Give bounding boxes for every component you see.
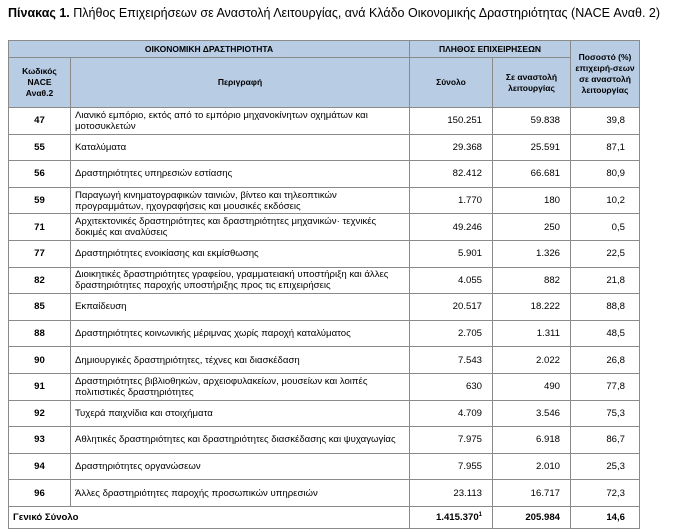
data-table	[8, 40, 640, 529]
cell-suspended: 180	[493, 187, 571, 214]
cell-pct: 26,8	[571, 347, 640, 374]
cell-description: Άλλες δραστηριότητες παροχής προσωπικών υπηρεσιών	[71, 480, 410, 507]
cell-pct: 72,3	[571, 480, 640, 507]
cell-suspended: 3.546	[493, 400, 571, 427]
header-businesses: ΠΛΗΘΟΣ ΕΠΙΧΕΙΡΗΣΕΩΝ	[410, 41, 571, 58]
cell-code: 96	[9, 480, 71, 507]
cell-description: Δραστηριότητες οργανώσεων	[71, 453, 410, 480]
table-row	[9, 427, 640, 454]
cell-pct: 80,9	[571, 161, 640, 188]
cell-suspended: 18.222	[493, 294, 571, 321]
table-row	[9, 161, 640, 188]
cell-code: 91	[9, 373, 71, 400]
cell-description: Διοικητικές δραστηριότητες γραφείου, γραμματειακή υποστήριξη και άλλες δραστηριότητες παροχής υποστήριξης προς τις επιχειρήσεις	[71, 267, 410, 294]
cell-code: 82	[9, 267, 71, 294]
cell-suspended: 66.681	[493, 161, 571, 188]
cell-total: 5.901	[410, 240, 493, 267]
header-row-sub	[9, 58, 640, 108]
cell-pct: 25,3	[571, 453, 640, 480]
table-row	[9, 453, 640, 480]
cell-total: 150.251	[410, 108, 493, 135]
cell-total: 23.113	[410, 480, 493, 507]
table-row	[9, 480, 640, 507]
cell-suspended: 882	[493, 267, 571, 294]
cell-suspended: 16.717	[493, 480, 571, 507]
table-row	[9, 347, 640, 374]
cell-description: Εκπαίδευση	[71, 294, 410, 321]
cell-code: 88	[9, 320, 71, 347]
cell-suspended: 490	[493, 373, 571, 400]
cell-code: 92	[9, 400, 71, 427]
cell-code: 47	[9, 108, 71, 135]
table-row	[9, 294, 640, 321]
cell-description: Δημιουργικές δραστηριότητες, τέχνες και διασκέδαση	[71, 347, 410, 374]
table-title-text: Πλήθος Επιχειρήσεων σε Αναστολή Λειτουργίας, ανά Κλάδο Οικονομικής Δραστηριότητας (NACE Αναθ. 2)	[73, 6, 661, 20]
cell-code: 71	[9, 214, 71, 241]
grand-total-number: 1.415.370	[435, 511, 479, 523]
table-row	[9, 134, 640, 161]
cell-suspended: 1.326	[493, 240, 571, 267]
table-row	[9, 373, 640, 400]
cell-total: 630	[410, 373, 493, 400]
cell-pct: 77,8	[571, 373, 640, 400]
cell-description: Λιανικό εμπόριο, εκτός από το εμπόριο μηχανοκίνητων οχημάτων και μοτοσυκλετών	[71, 108, 410, 135]
cell-code: 55	[9, 134, 71, 161]
table-row	[9, 240, 640, 267]
cell-total: 7.955	[410, 453, 493, 480]
cell-total: 29.368	[410, 134, 493, 161]
header-activity: ΟΙΚΟΝΟΜΙΚΗ ΔΡΑΣΤΗΡΙΟΤΗΤΑ	[9, 41, 410, 58]
cell-code: 56	[9, 161, 71, 188]
cell-pct: 88,8	[571, 294, 640, 321]
cell-code: 90	[9, 347, 71, 374]
cell-total: 82.412	[410, 161, 493, 188]
cell-description: Τυχερά παιχνίδια και στοιχήματα	[71, 400, 410, 427]
cell-code: 77	[9, 240, 71, 267]
header-share: Ποσοστό (%) επιχειρή-σεων σε αναστολή λειτουργίας	[571, 41, 640, 108]
cell-code: 93	[9, 427, 71, 454]
cell-pct: 86,7	[571, 427, 640, 454]
cell-pct: 39,8	[571, 108, 640, 135]
cell-pct: 87,1	[571, 134, 640, 161]
cell-total: 7.975	[410, 427, 493, 454]
cell-total: 4.055	[410, 267, 493, 294]
cell-suspended: 2.010	[493, 453, 571, 480]
cell-total: 49.246	[410, 214, 493, 241]
header-row-top	[9, 41, 640, 58]
cell-total: 7.543	[410, 347, 493, 374]
grand-total-footnote: 1	[478, 511, 482, 518]
cell-pct: 0,5	[571, 214, 640, 241]
grand-total-pct: 14,6	[571, 506, 640, 528]
cell-pct: 48,5	[571, 320, 640, 347]
header-description: Περιγραφή	[71, 58, 410, 108]
table-row	[9, 267, 640, 294]
cell-total: 20.517	[410, 294, 493, 321]
cell-description: Δραστηριότητες υπηρεσιών εστίασης	[71, 161, 410, 188]
cell-code: 59	[9, 187, 71, 214]
cell-total: 4.709	[410, 400, 493, 427]
cell-description: Παραγωγή κινηματογραφικών ταινιών, βίντεο και τηλεοπτικών προγραμμάτων, ηχογραφήσεις και μουσικές εκδόσεις	[71, 187, 410, 214]
cell-description: Αθλητικές δραστηριότητες και δραστηριότητες διασκέδασης και ψυχαγωγίας	[71, 427, 410, 454]
table-row	[9, 187, 640, 214]
table-row	[9, 400, 640, 427]
cell-suspended: 59.838	[493, 108, 571, 135]
cell-suspended: 1.311	[493, 320, 571, 347]
grand-total-suspended: 205.984	[493, 506, 571, 528]
cell-description: Αρχιτεκτονικές δραστηριότητες και δραστηριότητες μηχανικών· τεχνικές δοκιμές και αναλύσεις	[71, 214, 410, 241]
cell-description: Δραστηριότητες βιβλιοθηκών, αρχειοφυλακείων, μουσείων και λοιπές πολιτιστικές δραστηριότητες	[71, 373, 410, 400]
grand-total-row	[9, 506, 640, 528]
cell-suspended: 250	[493, 214, 571, 241]
cell-description: Καταλύματα	[71, 134, 410, 161]
table-row	[9, 214, 640, 241]
cell-suspended: 6.918	[493, 427, 571, 454]
table-title	[8, 6, 660, 20]
cell-pct: 22,5	[571, 240, 640, 267]
cell-code: 94	[9, 453, 71, 480]
grand-total-label: Γενικό Σύνολο	[9, 506, 410, 528]
cell-total: 2.705	[410, 320, 493, 347]
cell-suspended: 25.591	[493, 134, 571, 161]
header-total: Σύνολο	[410, 58, 493, 108]
header-code: Κωδικός NACE Αναθ.2	[9, 58, 71, 108]
cell-pct: 75,3	[571, 400, 640, 427]
cell-code: 85	[9, 294, 71, 321]
table-title-prefix: Πίνακας 1.	[8, 6, 70, 20]
cell-pct: 10,2	[571, 187, 640, 214]
grand-total-value	[410, 506, 493, 528]
cell-suspended: 2.022	[493, 347, 571, 374]
table-row	[9, 108, 640, 135]
header-suspended: Σε αναστολή λειτουργίας	[493, 58, 571, 108]
cell-description: Δραστηριότητες ενοικίασης και εκμίσθωσης	[71, 240, 410, 267]
table-row	[9, 320, 640, 347]
cell-pct: 21,8	[571, 267, 640, 294]
cell-total: 1.770	[410, 187, 493, 214]
table-body	[9, 108, 640, 529]
cell-description: Δραστηριότητες κοινωνικής μέριμνας χωρίς παροχή καταλύματος	[71, 320, 410, 347]
